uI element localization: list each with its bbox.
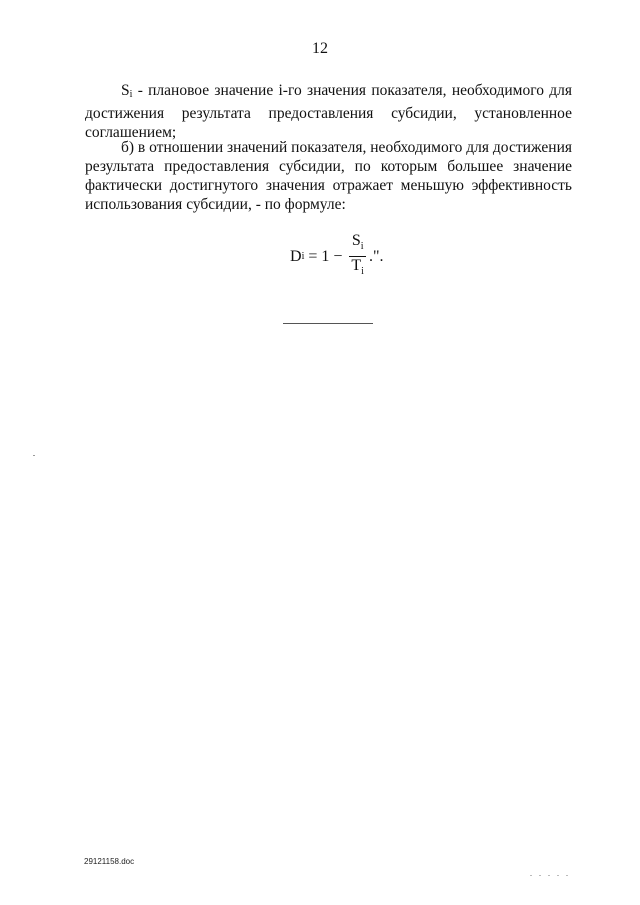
formula-denominator: [349, 257, 366, 281]
formula-lhs-letter: D: [290, 247, 302, 265]
formula-lhs-subscript: i: [301, 251, 305, 262]
formula-numerator: [350, 232, 366, 256]
formula-trailing-punctuation: .".: [368, 247, 384, 265]
var-s-subscript: i: [129, 89, 133, 100]
end-of-text-rule: [283, 323, 373, 324]
numerator-letter: S: [351, 232, 361, 249]
paragraph-si-definition: [85, 81, 572, 142]
footer-scan-dots: [530, 875, 570, 876]
paragraph-1-text: - плановое значение i-го значения показателя, необходимого для достижения результата предоставления субсидии, установленное соглашением;: [85, 82, 572, 141]
formula-fraction: [349, 232, 366, 281]
scan-margin-mark: [33, 455, 35, 456]
paragraph-b-formula-intro: б) в отношении значений показателя, необходимого для достижения результата предоставления субсидии, по которым большее значение фактически достигнутого значения отражает меньшую эффективность использования субсидии, - по формуле:: [85, 139, 572, 213]
denominator-letter: T: [351, 257, 362, 274]
formula-di: [290, 232, 383, 281]
footer-document-id: 29121158.doc: [84, 857, 135, 866]
denominator-subscript: i: [361, 266, 364, 277]
formula-equals-one-minus: = 1 −: [304, 247, 347, 265]
page-number: 12: [312, 40, 328, 57]
var-s-letter: S: [121, 82, 130, 99]
numerator-subscript: i: [360, 241, 364, 252]
